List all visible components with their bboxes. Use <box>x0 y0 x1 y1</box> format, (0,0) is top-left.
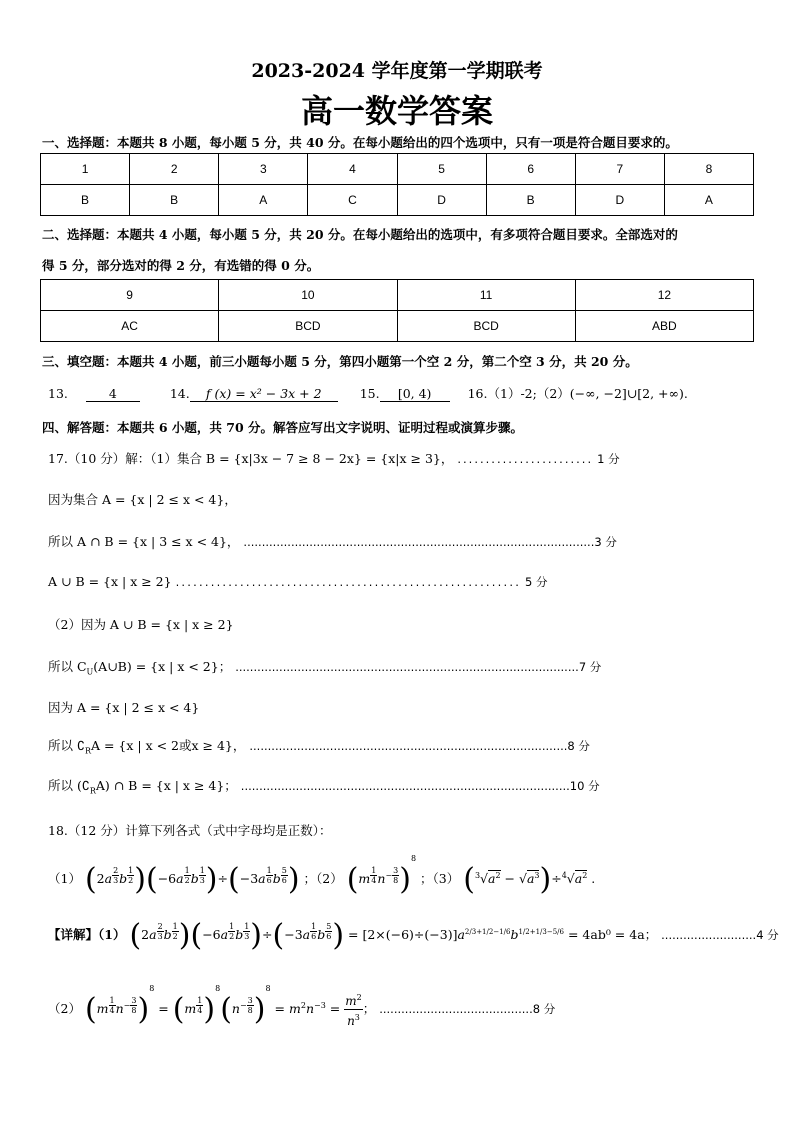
q17-text: (A∪B) = {x | x < 2}； <box>93 659 232 674</box>
table-row-numbers <box>41 280 754 311</box>
table-cell: 1 <box>41 154 130 185</box>
table-cell: ABD <box>575 311 753 342</box>
table-row-answers <box>41 185 754 216</box>
section-3-heading: 三、填空题：本题共 4 小题，前三小题每小题 5 分，第四小题第一个空 2 分，第二个空 3 分，共 20 分。 <box>42 354 638 369</box>
q18-detail-1: 【详解】（1） (2a $^{\frac{2}{3}}$ b $^{\frac{1}{2}}$ )(−6a $^{\frac{1}{2}}$ b $^{\frac{1}{3}}$ )÷(−3a $^{\frac{1}{6}}$ b $^{\frac{5}{6}}$ ) = $[2\times(-6)\div(-3)]a^{2/3+1/2-1/6}b^{1/2+1/3-5/6} = 4ab^0 = 4a$； ..........................4 分 <box>48 918 779 953</box>
q17-text: 所以 A ∩ B = {x | 3 ≤ x < 4}， <box>48 534 240 549</box>
table-cell: 9 <box>41 280 219 311</box>
q18-part-label: ；（2） <box>303 871 343 886</box>
table-cell: AC <box>41 311 219 342</box>
dot-leader: ........................ <box>457 452 594 466</box>
q16-answer: (−∞, −2]∪[2, +∞). <box>569 386 688 401</box>
score: 1 分 <box>597 452 620 466</box>
table-cell: 11 <box>397 280 575 311</box>
q17-line-9 <box>48 776 600 796</box>
q18-part-label: （2） <box>48 1001 81 1016</box>
table-cell: A <box>219 185 308 216</box>
q17-text: A ∪ B = {x | x ≥ 2} <box>48 574 172 589</box>
q17-text: A) ∩ B = {x | x ≥ 4}； <box>95 778 237 793</box>
q14-label: 14. <box>169 386 190 401</box>
dot-leader: .............................................................................................. <box>235 660 579 674</box>
section-1-heading: 一、选择题：本题共 8 小题，每小题 5 分，共 40 分。在每小题给出的四个选项中，只有一项是符合题目要求的。 <box>42 135 678 150</box>
q18-problem: （1） (2a $^{\frac{2}{3}}$ b $^{\frac{1}{2}}$ )(−6a $^{\frac{1}{2}}$ b $^{\frac{1}{3}}$ )÷(−3a $^{\frac{1}{6}}$ b $^{\frac{5}{6}}$ ) ；（2） (m $^{\frac{1}{4}}$ $n^{- \frac{3}{8}}$ )$^8$ ；（3） $(^3√a^2 - √a^3)\div^4√a^2$ . <box>48 854 596 897</box>
q17-text: 所以 (∁ <box>48 778 90 793</box>
q17-text: 所以 C <box>48 659 87 674</box>
table-cell: 10 <box>219 280 397 311</box>
q16-label: 16.（1）-2;（2） <box>467 386 570 401</box>
q14-answer: f (x) = x² − 3x + 2 <box>190 386 338 402</box>
score: 4 分 <box>756 928 779 942</box>
q15-label: 15. <box>359 386 380 401</box>
q18-title: 18.（12 分）计算下列各式（式中字母均是正数）： <box>48 823 332 838</box>
table-cell: 7 <box>575 154 664 185</box>
table-row-answers <box>41 311 754 342</box>
q17-text: A = {x | x < 2或x ≥ 4}， <box>90 738 246 753</box>
section-1-answer-table <box>40 153 754 216</box>
table-cell: BCD <box>219 311 397 342</box>
score: 8 分 <box>532 1002 556 1016</box>
table-cell: 4 <box>308 154 397 185</box>
q15-answer: [0, 4) <box>380 386 450 402</box>
q17-line-4 <box>48 574 548 590</box>
table-cell: 5 <box>397 154 486 185</box>
table-cell: 8 <box>664 154 753 185</box>
table-row-numbers <box>41 154 754 185</box>
table-cell: BCD <box>397 311 575 342</box>
q17-line-5: （2）因为 A ∪ B = {x | x ≥ 2} <box>48 617 234 632</box>
q18-detail-result: = 4ab⁰ = 4a； <box>564 927 658 942</box>
table-cell: D <box>397 185 486 216</box>
q17-text: 所以 ∁ <box>48 738 85 753</box>
section-2-heading: 二、选择题：本题共 4 小题，每小题 5 分，共 20 分。在每小题给出的选项中，有多项符合题目要求。全部选对的 <box>42 227 678 242</box>
section-2-heading-cont: 得 5 分，部分选对的得 2 分，有选错的得 0 分。 <box>42 258 320 273</box>
q13-label: 13. <box>48 386 68 401</box>
table-cell: D <box>575 185 664 216</box>
table-cell: 12 <box>575 280 753 311</box>
subscript: R <box>84 746 91 756</box>
dot-leader: .......................................... <box>379 1002 533 1016</box>
table-cell: B <box>41 185 130 216</box>
q17-line-1 <box>48 449 620 467</box>
table-cell: C <box>308 185 397 216</box>
subscript: U <box>86 667 94 677</box>
q18-detail-2: （2） (m $^{\frac{1}{4}}$ $n^{- \frac{3}{8}}$ )$^8$ = (m $^{\frac{1}{4}}$ )$^8(n^{- \frac{3}{8}}$ )$^8 = m^2n^{-3}$ = $\frac{m^2}{n^3}$ ； ..........................................8 分 <box>48 984 556 1028</box>
score: 8 分 <box>567 739 590 753</box>
subscript: R <box>89 786 96 796</box>
q17-line-8 <box>48 736 590 756</box>
q18-part-label: （1） <box>48 871 81 886</box>
dot-leader: ........................................................... <box>175 575 522 589</box>
score: 7 分 <box>578 660 602 674</box>
q13-answer: 4 <box>86 386 140 402</box>
q17-text: 17.（10 分）解：（1）集合 B = {x|3x − 7 ≥ 8 − 2x} = {x|x ≥ 3}， <box>48 451 454 466</box>
page-title: 高一数学答案 <box>300 92 493 130</box>
exam-title: 2023-2024 学年度第一学期联考 <box>251 60 543 82</box>
score: 5 分 <box>525 575 548 589</box>
table-cell: B <box>486 185 575 216</box>
table-cell: A <box>664 185 753 216</box>
score: 10 分 <box>569 779 600 793</box>
dot-leader: .......................... <box>661 928 757 942</box>
dot-leader: ................................................................................................ <box>243 535 595 549</box>
table-cell: B <box>130 185 219 216</box>
table-cell: 6 <box>486 154 575 185</box>
section-2-answer-table <box>40 279 754 342</box>
q17-line-3 <box>48 532 617 550</box>
section-4-heading: 四、解答题：本题共 6 小题，共 70 分。解答应写出文字说明、证明过程或演算步骤。 <box>42 420 524 435</box>
table-cell: 2 <box>130 154 219 185</box>
q17-line-2: 因为集合 A = {x | 2 ≤ x < 4}， <box>48 492 237 507</box>
dot-leader: .......................................................................................... <box>240 779 570 793</box>
fill-blank-answers <box>48 384 688 402</box>
q18-part-label: ；（3） <box>420 871 460 886</box>
q17-line-7: 因为 A = {x | 2 ≤ x < 4} <box>48 700 200 715</box>
table-cell: 3 <box>219 154 308 185</box>
score: 3 分 <box>594 535 617 549</box>
dot-leader: ....................................................................................... <box>249 739 568 753</box>
detail-label: 【详解】（1） <box>48 927 126 942</box>
q17-line-6 <box>48 657 601 677</box>
